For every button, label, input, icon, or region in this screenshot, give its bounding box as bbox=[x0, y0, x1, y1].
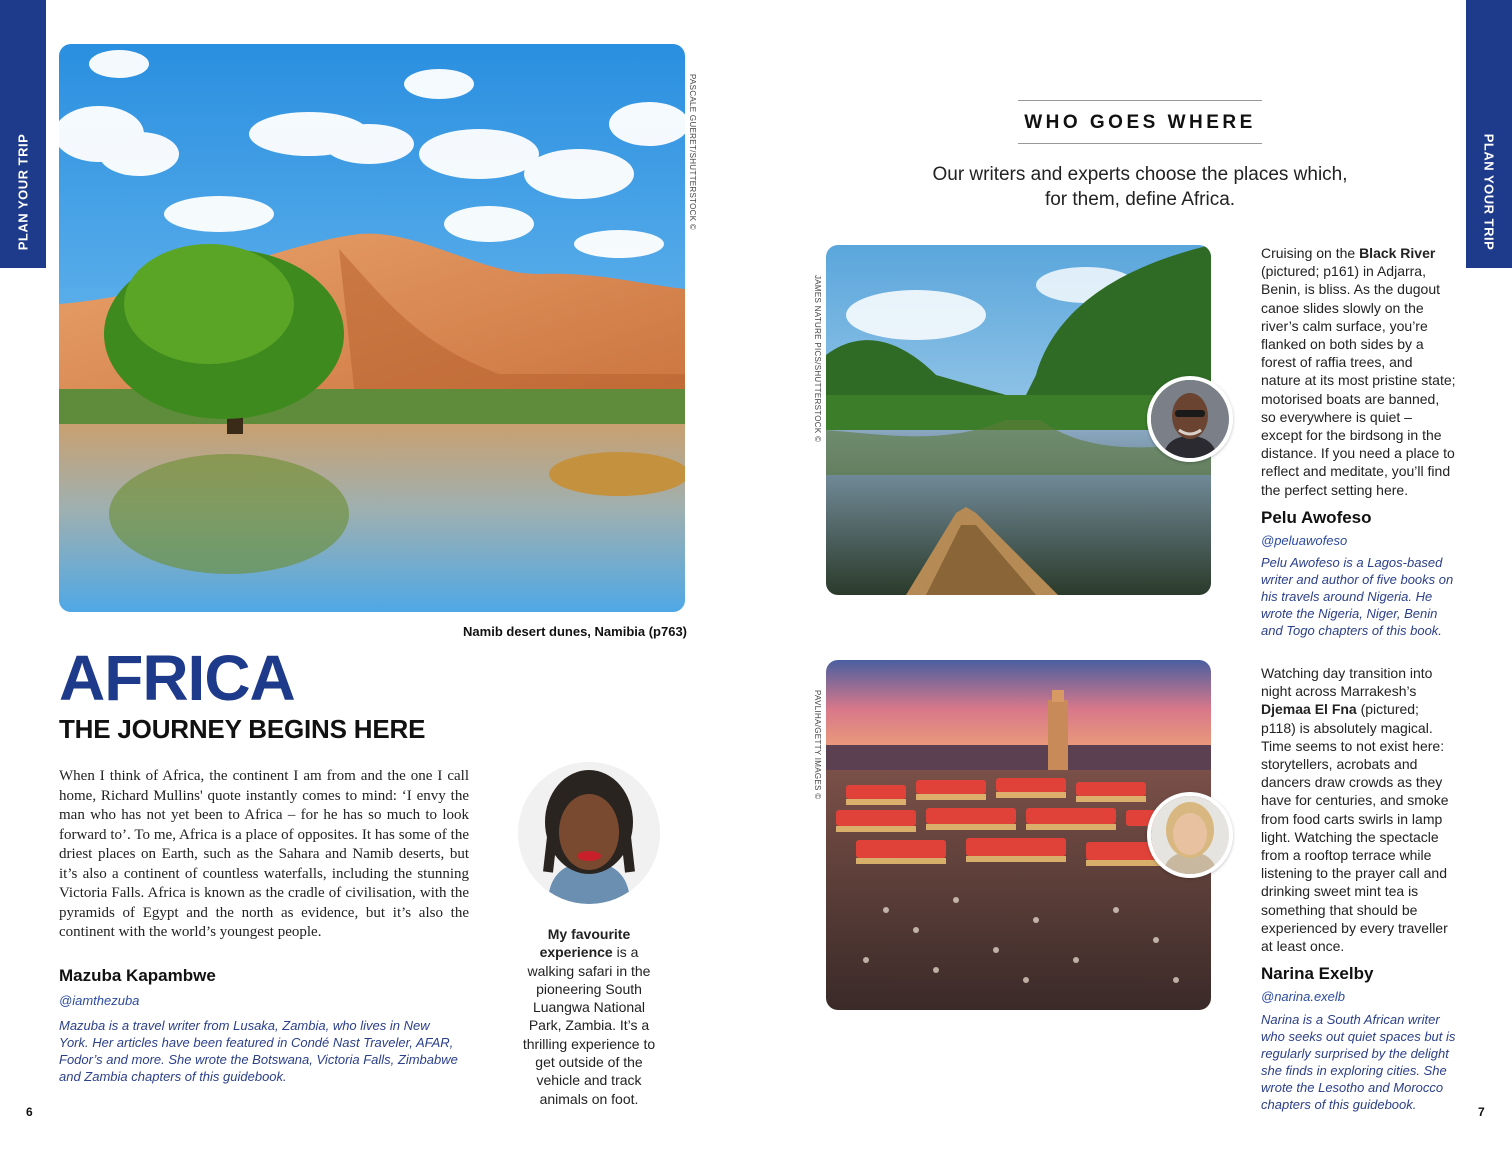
story-text: (pictured; p161) in Adjarra, Benin, is bliss. As the dugout canoe slides slowly on the river’s calm surface, you’re flanked on both sides by a forest of raffia trees, and nature at its most pristine state; motorised boats are banned, so everywhere is quiet – except for the birdsong in the distance. If you need a place to reflect and meditate, you’ll find the perfect setting here. bbox=[1261, 263, 1456, 498]
writer-handle[interactable]: @peluawofeso bbox=[1261, 533, 1348, 548]
author-avatar bbox=[518, 762, 660, 904]
photo-credit: PAVLIHA/GETTY IMAGES © bbox=[813, 690, 822, 800]
side-tab-right bbox=[1466, 0, 1512, 268]
hero-photo bbox=[59, 44, 685, 612]
section-rule-top bbox=[1018, 100, 1262, 101]
story-place: Djemaa El Fna bbox=[1261, 701, 1357, 718]
section-rule-bottom bbox=[1018, 143, 1262, 144]
writer-bio: Narina is a South African writer who seeks out quiet spaces but is regularly surprised by the delight she finds in exploring cities. She wrote the Lesotho and Morocco chapters of this guidebook. bbox=[1261, 1012, 1456, 1112]
photo-credit: PASCALE GUERET/SHUTTERSTOCK © bbox=[688, 74, 697, 231]
writer-handle[interactable]: @narina.exelb bbox=[1261, 989, 1346, 1004]
side-tab-label: PLAN YOUR TRIP bbox=[1481, 133, 1497, 251]
section-title: WHO GOES WHERE bbox=[1024, 112, 1256, 133]
author-handle[interactable]: @iamthezuba bbox=[59, 993, 140, 1008]
page-title: AFRICA bbox=[59, 642, 295, 714]
story-text-pre: Watching day transition into night across Marrakesh’s bbox=[1261, 665, 1433, 700]
writer-bio: Pelu Awofeso is a Lagos-based writer and author of five books on his travels around Nigeria. He wrote the Nigeria, Niger, Benin and Togo chapters of this book. bbox=[1261, 555, 1454, 638]
story-black-river bbox=[1261, 244, 1456, 499]
writer-avatar-pelu bbox=[1147, 376, 1233, 462]
side-tab-left bbox=[0, 0, 46, 268]
section-subtitle: Our writers and experts choose the places which, for them, define Africa. bbox=[932, 164, 1348, 210]
story-text-pre: Cruising on the bbox=[1261, 245, 1360, 261]
favourite-lead: My favourite experience bbox=[539, 926, 631, 961]
story-djemaa-el-fna bbox=[1261, 664, 1456, 955]
page-subtitle: THE JOURNEY BEGINS HERE bbox=[59, 714, 426, 744]
author-name: Mazuba Kapambwe bbox=[59, 966, 216, 985]
photo-caption: Namib desert dunes, Namibia (p763) bbox=[463, 624, 687, 639]
favourite-text: is a walking safari in the pioneering South Luangwa National Park, Zambia. It’s a thrilling experience to get outside of the vehicle and track animals on foot. bbox=[522, 944, 656, 1107]
author-bio: Mazuba is a travel writer from Lusaka, Zambia, who lives in New York. Her articles have been featured in Condé Nast Traveler, AFAR, Fodor’s and more. She wrote the Botswana, Victoria Falls, Zimbabwe and Zambia chapters of this guidebook. bbox=[59, 1018, 458, 1084]
side-tab-label: PLAN YOUR TRIP bbox=[15, 133, 31, 251]
story-place: Black River bbox=[1359, 245, 1436, 261]
page-number-right: 7 bbox=[1478, 1105, 1485, 1119]
story-text: (pictured; p118) is absolutely magical. Time seems to not exist here: storytellers, acrobats and dancers draw crowds as they have for centuries, and smoke from food carts swirls in lamp light. Watching the spectacle from a rooftop terrace while listening to the prayer call and drinking sweet mint tea is something that should be experienced by every traveller at least once. bbox=[1261, 701, 1449, 955]
writer-name: Pelu Awofeso bbox=[1261, 508, 1372, 527]
photo-credit: JAMES NATURE PICS/SHUTTERSTOCK © bbox=[813, 275, 822, 443]
favourite-experience bbox=[521, 925, 657, 1108]
page-number-left: 6 bbox=[26, 1105, 33, 1119]
writer-avatar-narina bbox=[1147, 792, 1233, 878]
intro-text: When I think of Africa, the continent I am from and the one I call home, Richard Mullins' quote instantly comes to mind: ‘I envy the man who has not yet been to Africa – for he has so much to look forward to’. To me, Africa is a place of opposites. It has some of the driest places on Earth, such as the Sahara and Namib deserts, but it’s also a continent of countless waterfalls, including the stunning Victoria Falls. Africa is known as the cradle of civilisation, with the pyramids of Egypt and the north as evidence, but it’s also the continent with the world’s youngest people. bbox=[59, 768, 469, 940]
writer-name: Narina Exelby bbox=[1261, 964, 1374, 983]
